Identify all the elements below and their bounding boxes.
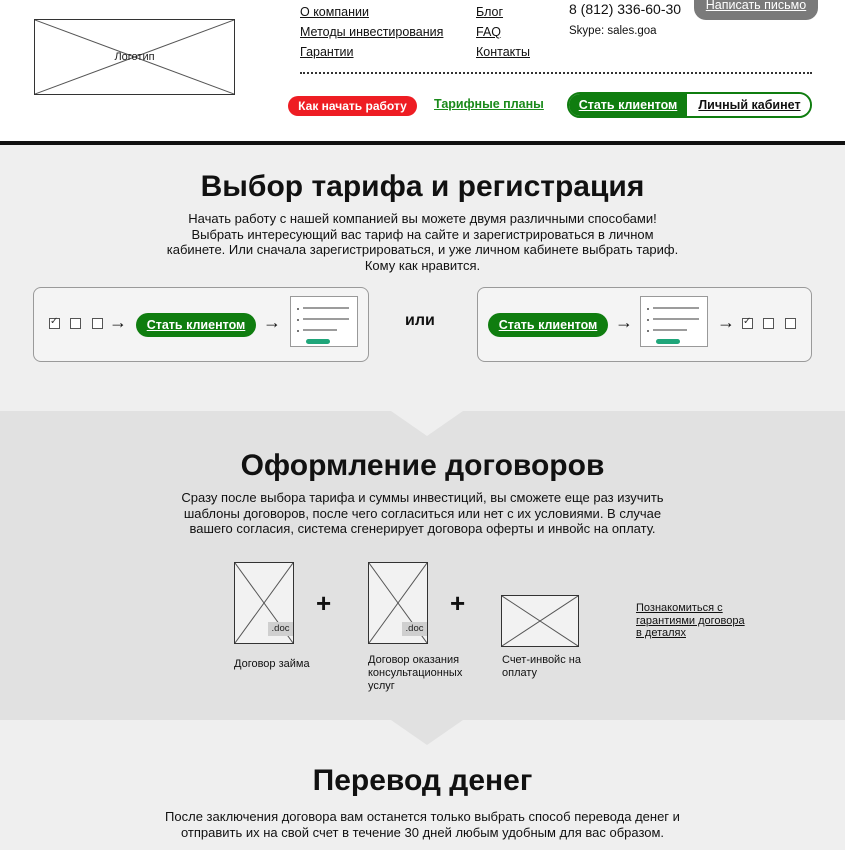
nav-link-about[interactable]: О компании <box>300 5 369 19</box>
checkbox-checked-icon <box>49 318 60 329</box>
logo-label: Логотип <box>114 51 155 63</box>
section-notch <box>391 411 463 436</box>
arrow-right-icon: → <box>615 312 633 332</box>
plus-icon: + <box>316 588 332 618</box>
flow-tariff-first <box>33 287 369 362</box>
section-title-contracts: Оформление договоров <box>240 449 605 482</box>
site-header <box>0 0 845 145</box>
nav-link-blog[interactable]: Блог <box>476 5 504 19</box>
write-letter-button[interactable]: Написать письмо <box>694 0 818 20</box>
become-client-button[interactable]: Стать клиентом <box>136 313 256 337</box>
document-caption: Договор оказания консультационных услуг <box>368 654 463 692</box>
arrow-right-icon: → <box>717 312 735 332</box>
checkbox-checked-icon <box>742 318 753 329</box>
flow-register-first <box>477 287 812 362</box>
become-client-button[interactable]: Стать клиентом <box>569 94 687 116</box>
checkbox-empty-icon <box>92 318 103 329</box>
checkbox-empty-icon <box>785 318 796 329</box>
doc-format-tag: .doc <box>268 622 293 636</box>
document-caption: Договор займа <box>234 658 310 670</box>
arrow-right-icon: → <box>109 312 127 332</box>
checkbox-empty-icon <box>70 318 81 329</box>
or-label: или <box>405 312 435 329</box>
section-text-transfer: После заключения договора вам останется только выбрать способ перевода денег и отправить их на свой счет в течение 30 дней любым удобным для вас образом. <box>165 809 680 840</box>
section-title-transfer: Перевод денег <box>312 764 533 797</box>
personal-cabinet-button[interactable]: Личный кабинет <box>687 94 812 116</box>
section-notch <box>391 720 463 745</box>
section-text-tariff: Начать работу с нашей компанией вы можете двумя различными способами! Выбрать интересующий вас тариф на сайте и зарегистрироваться в личном кабинете. Или сначала зарегистрироваться, и уже личном кабинете выбрать тариф. Кому как нравится. <box>166 211 679 273</box>
cabinet-page-icon <box>640 296 708 347</box>
invoice-icon[interactable] <box>501 595 579 647</box>
section-title-tariff: Выбор тарифа и регистрация <box>200 170 645 203</box>
skype-contact: Skype: sales.goa <box>569 25 657 37</box>
header-divider <box>300 72 812 74</box>
contract-guarantees-link[interactable]: Познакомиться с гарантиями договора в деталях <box>636 602 745 639</box>
nav-link-guarantees[interactable]: Гарантии <box>300 45 354 59</box>
nav-link-methods[interactable]: Методы инвестирования <box>300 25 444 39</box>
tariff-plans-link[interactable]: Тарифные планы <box>434 97 544 111</box>
logo-placeholder[interactable] <box>34 19 235 95</box>
doc-format-tag: .doc <box>402 622 427 636</box>
nav-column-main <box>300 2 443 62</box>
document-caption: Счет-инвойс на оплату <box>502 654 581 679</box>
nav-column-secondary <box>476 2 530 62</box>
how-to-start-button[interactable]: Как начать работу <box>288 96 417 116</box>
phone-number: 8 (812) 336-60-30 <box>569 1 682 17</box>
nav-link-contacts[interactable]: Контакты <box>476 45 530 59</box>
plus-icon: + <box>450 588 466 618</box>
cabinet-page-icon <box>290 296 358 347</box>
document-loan-icon[interactable] <box>234 562 294 644</box>
nav-link-faq[interactable]: FAQ <box>476 25 502 39</box>
checkbox-empty-icon <box>763 318 774 329</box>
client-cabinet-switch <box>567 92 812 118</box>
become-client-button[interactable]: Стать клиентом <box>488 313 608 337</box>
document-consulting-icon[interactable] <box>368 562 428 644</box>
section-text-contracts: Сразу после выбора тарифа и суммы инвестиций, вы сможете еще раз изучить шаблоны договоров, после чего согласиться или нет с их условиями. В случае вашего согласия, система сгенерирует договора оферты и инвойс на оплату. <box>181 490 664 536</box>
arrow-right-icon: → <box>263 312 281 332</box>
placeholder-cross-icon <box>502 596 578 646</box>
